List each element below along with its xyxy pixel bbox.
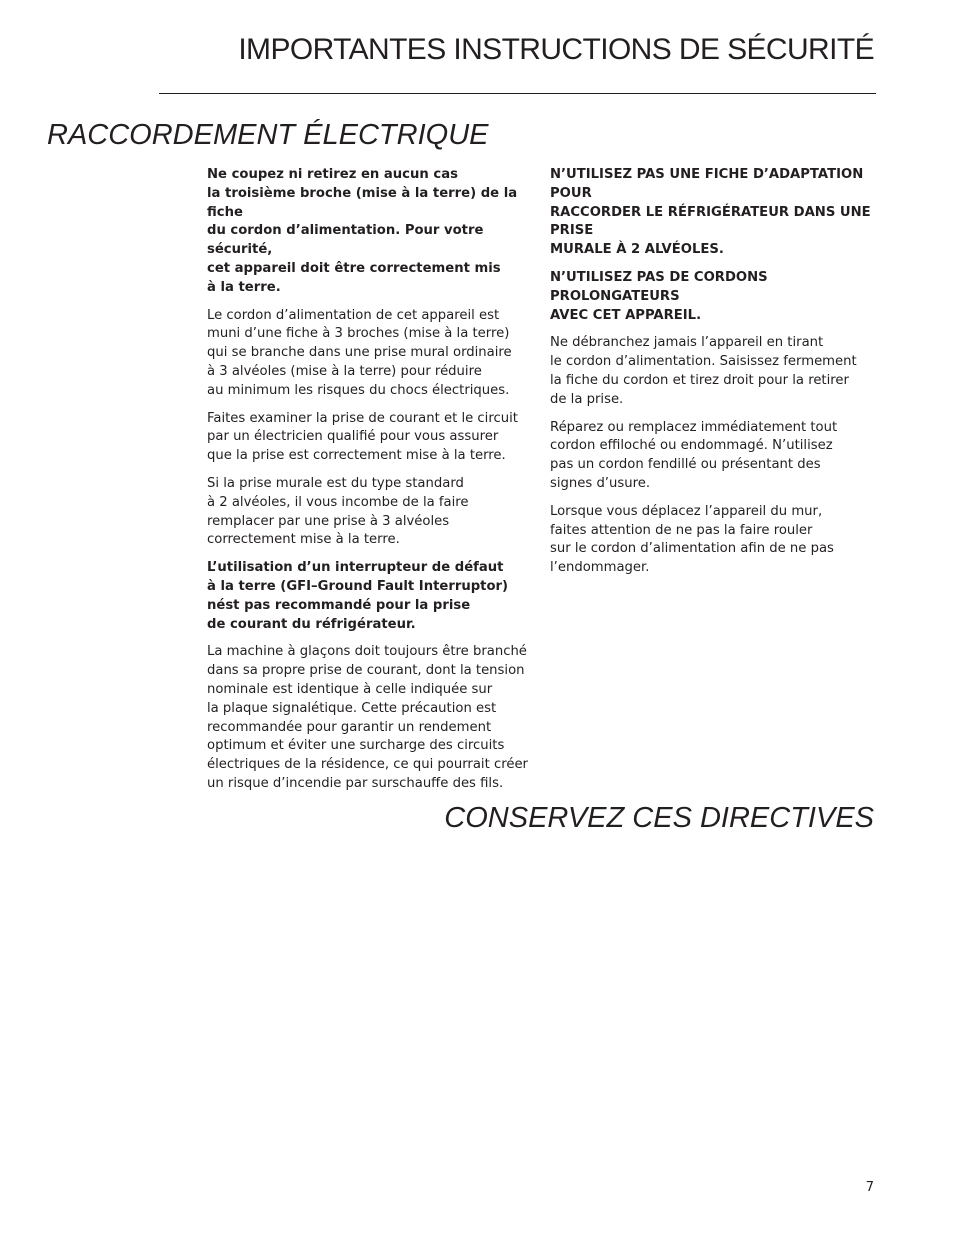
right-column bbox=[550, 166, 880, 587]
left-column bbox=[207, 166, 533, 803]
gfi-warning: L’utilisation d’un interrupteur de défaut à la terre (GFI–Ground Fault Interruptor) nést pas recommandé pour la prise de courant du réfrigérateur. bbox=[207, 560, 509, 632]
frayed-cord-paragraph: Réparez ou remplacez immédiatement tout cordon effiloché ou endommagé. N’utilisez pas un cordon fendillé ou présentant des signes d’usure. bbox=[550, 419, 838, 491]
three-prong-plug-paragraph: Le cordon d’alimentation de cet appareil est muni d’une fiche à 3 broches (mise à la terre) qui se branche dans une prise mural ordinaire à 3 alvéoles (mise à la terre) pour réduire au minimum les risques du chocs électriques. bbox=[207, 307, 512, 398]
ice-maker-outlet-paragraph: La machine à glaçons doit toujours être branché dans sa propre prise de courant, dont la tension nominale est identique à celle indiquée sur la plaque signalétique. Cette précaution est recommandée pour garantir un rendement optimum et éviter une surcharge des circuits électriques de la résidence, ce qui pourrait créer un risque d’incendie par surschauffe des fils. bbox=[207, 644, 528, 791]
unplugging-paragraph: Ne débranchez jamais l’appareil en tirant le cordon d’alimentation. Saisissez fermement la fiche du cordon et tirez droit pour la retirer de la prise. bbox=[550, 335, 857, 407]
adapter-plug-warning: N’UTILISEZ PAS UNE FICHE D’ADAPTATION POUR RACCORDER LE RÉFRIGÉRATEUR DANS UNE PRISE MURALE À 2 ALVÉOLES. bbox=[550, 167, 871, 258]
page-header-title: IMPORTANTES INSTRUCTIONS DE SÉCURITÉ bbox=[238, 33, 874, 66]
ground-prong-warning: Ne coupez ni retirez en aucun cas la troisième broche (mise à la terre) de la fiche du cordon d’alimentation. Pour votre sécurité, cet appareil doit être correctement mis à la terre. bbox=[207, 167, 518, 295]
two-slot-outlet-paragraph: Si la prise murale est du type standard à 2 alvéoles, il vous incombe de la faire remplacer par une prise à 3 alvéoles correctement mise à la terre. bbox=[207, 475, 469, 548]
electrician-check-paragraph: Faites examiner la prise de courant et le circuit par un électricien qualifié pour vous assurer que la prise est correctement mise à la terre. bbox=[207, 410, 518, 464]
header-divider bbox=[159, 93, 876, 94]
section-title: RACCORDEMENT ÉLECTRIQUE bbox=[47, 119, 489, 151]
extension-cord-warning: N’UTILISEZ PAS DE CORDONS PROLONGATEURS AVEC CET APPAREIL. bbox=[550, 269, 768, 323]
moving-appliance-paragraph: Lorsque vous déplacez l’appareil du mur, faites attention de ne pas la faire rouler sur le cordon d’alimentation afin de ne pas l’endommager. bbox=[550, 503, 834, 576]
save-instructions-title: CONSERVEZ CES DIRECTIVES bbox=[444, 802, 874, 834]
page-number: 7 bbox=[865, 1180, 874, 1195]
